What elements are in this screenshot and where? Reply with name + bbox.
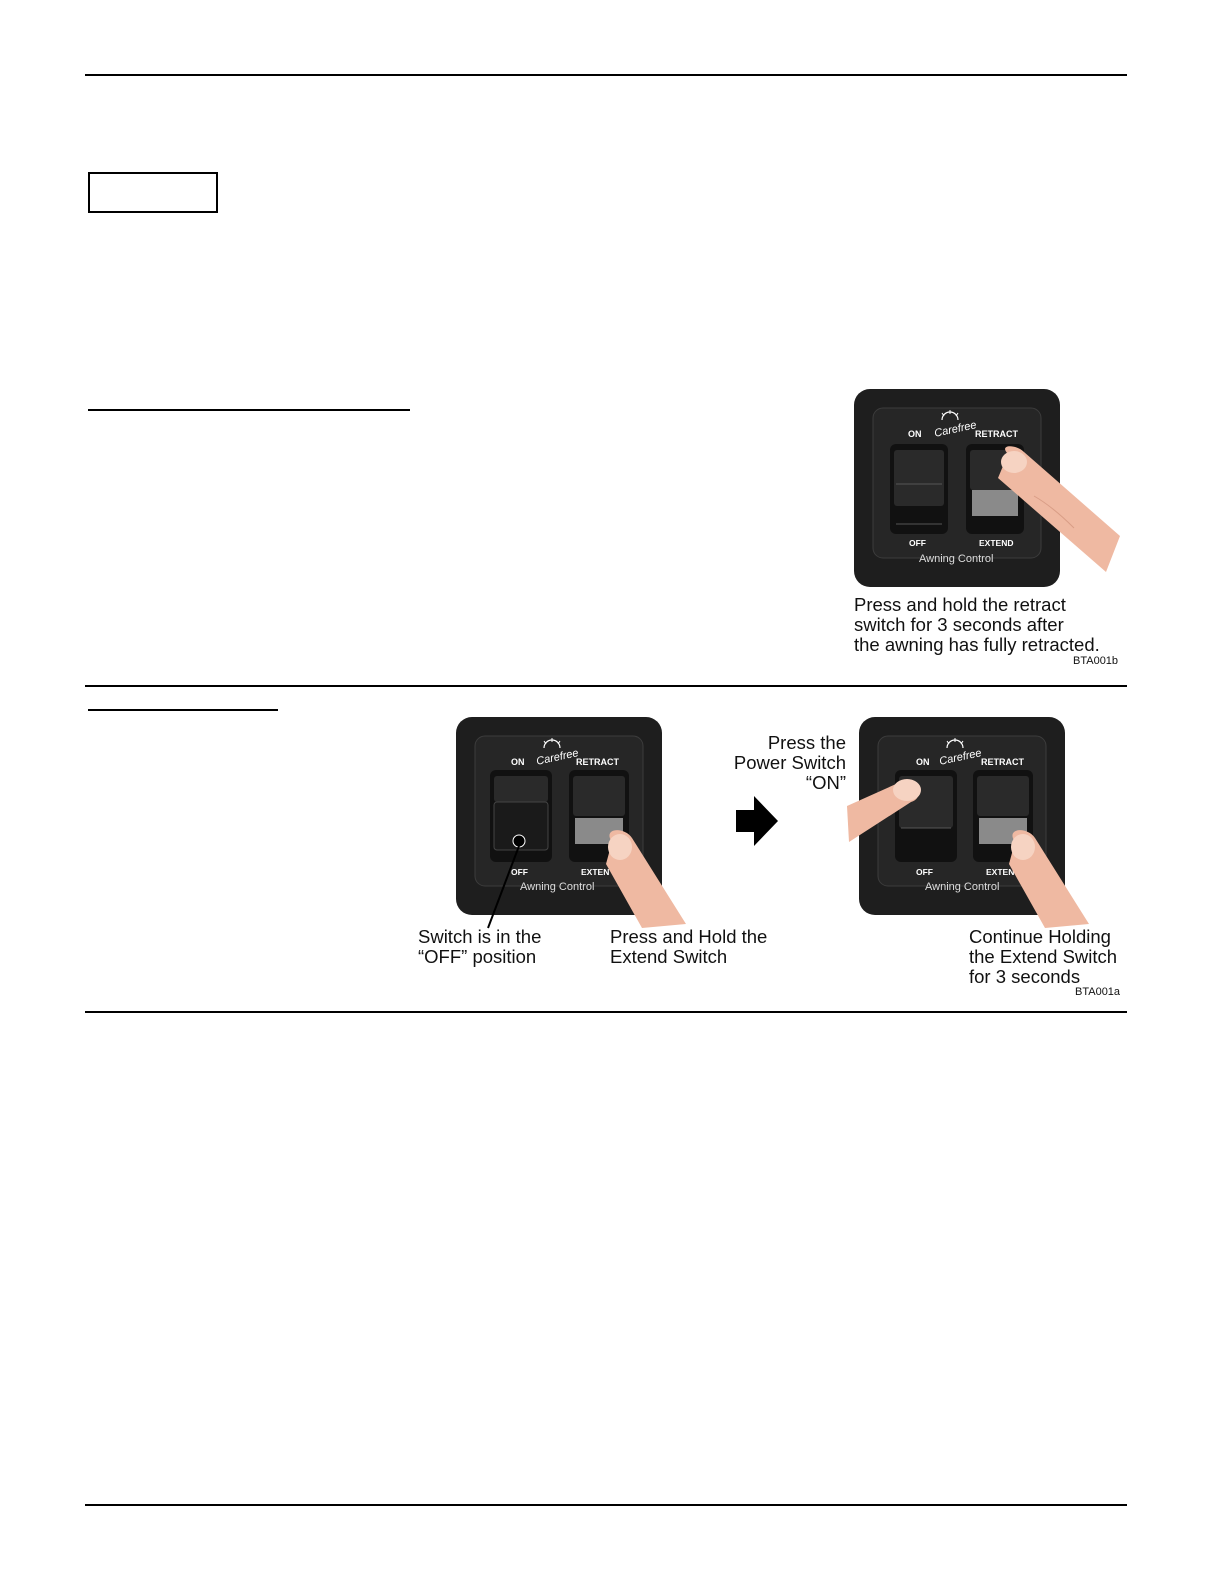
caption-continue-holding: Continue Holding the Extend Switch for 3 seconds — [969, 926, 1118, 987]
figure-code-bta001a: BTA001a — [1075, 986, 1121, 998]
label-box — [88, 172, 218, 213]
figure-code-bta001b: BTA001b — [1073, 655, 1119, 667]
caption-press-hold-extend: Press and Hold the Extend Switch — [610, 926, 768, 967]
section-heading-underline — [88, 409, 410, 411]
caption-press-power-on: Press the Power Switch “ON” — [733, 732, 846, 793]
awning-control-panel-on — [845, 714, 1095, 929]
extend-label: EXTEND — [979, 538, 1014, 548]
panel-name: Awning Control — [919, 553, 994, 565]
brand-logo: Carefree — [933, 419, 978, 440]
section-divider-bottom — [85, 1011, 1127, 1013]
panel-name: Awning Control — [520, 881, 595, 893]
retract-label: RETRACT — [576, 757, 619, 767]
off-label: OFF — [909, 538, 926, 548]
top-rule — [85, 74, 1127, 76]
subsection-heading-underline — [88, 709, 278, 711]
section-divider — [85, 685, 1127, 687]
off-indicator-dot — [513, 835, 525, 847]
retract-label: RETRACT — [975, 429, 1018, 439]
on-label: ON — [916, 757, 930, 767]
right-arrow-icon — [734, 794, 780, 848]
retract-label: RETRACT — [981, 757, 1024, 767]
awning-control-panel-retract — [848, 386, 1128, 596]
caption-switch-off: Switch is in the “OFF” position — [418, 926, 542, 967]
awning-control-panel-off — [452, 714, 692, 929]
on-label: ON — [908, 429, 922, 439]
off-label: OFF — [511, 867, 528, 877]
extend-label: EXTEN — [581, 867, 610, 877]
off-label: OFF — [916, 867, 933, 877]
on-label: ON — [511, 757, 525, 767]
extend-label: EXTEN — [986, 867, 1015, 877]
retract-caption: Press and hold the retract switch for 3 seconds after the awning has fully retracted. — [854, 594, 1100, 655]
panel-name: Awning Control — [925, 881, 1000, 893]
brand-logo: Carefree — [535, 747, 580, 768]
brand-logo: Carefree — [938, 747, 983, 768]
footer-rule — [85, 1504, 1127, 1506]
